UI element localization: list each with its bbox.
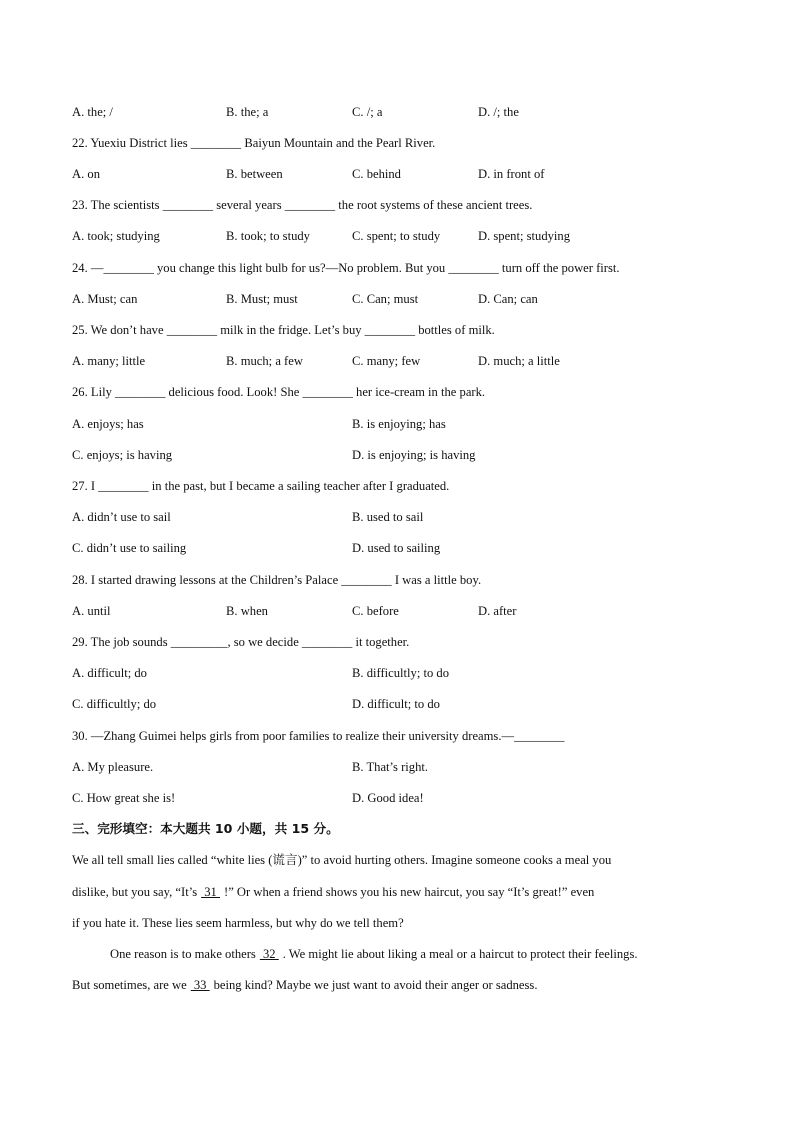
passage-line-2-start: dislike, but you say, “It’s [72,885,198,899]
passage-line-1: We all tell small lies called “white lies (谎言)” to avoid hurting others. Imagine someone cooks a meal you [72,853,612,867]
q22-stem: 22. Yuexiu District lies ________ Baiyun Mountain and the Pearl River. [72,136,436,150]
q23-option-d: D. spent; studying [478,229,571,243]
q28-option-d: D. after [478,604,517,618]
q21-option-b: B. the; a [226,105,269,119]
q30-option-b: B. That’s right. [352,760,429,774]
q24-option-b: B. Must; must [226,292,298,306]
q29-stem: 29. The job sounds _________, so we decide ________ it together. [72,635,410,649]
q26-option-b: B. is enjoying; has [352,417,446,431]
q29-option-c: C. difficultly; do [72,697,157,711]
q26-stem: 26. Lily ________ delicious food. Look! She ________ her ice-cream in the park. [72,385,486,399]
q25-stem: 25. We don’t have ________ milk in the fridge. Let’s buy ________ bottles of milk. [72,323,495,337]
q26-option-a: A. enjoys; has [72,417,144,431]
q27-option-d: D. used to sailing [352,541,441,555]
q30-option-a: A. My pleasure. [72,760,154,774]
blank-31: 31 [201,885,220,899]
q23-option-b: B. took; to study [226,229,310,243]
q25-option-d: D. much; a little [478,354,560,368]
q21-option-d: D. /; the [478,105,519,119]
q24-option-a: A. Must; can [72,292,138,306]
q28-option-a: A. until [72,604,111,618]
q22-option-b: B. between [226,167,283,181]
passage-line-5-start: But sometimes, are we [72,978,187,992]
q27-option-a: A. didn’t use to sail [72,510,171,524]
q21-option-a: A. the; / [72,105,113,119]
q22-option-c: C. behind [352,167,401,181]
passage-line-5-end: being kind? Maybe we just want to avoid their anger or sadness. [213,978,538,992]
q22-option-a: A. on [72,167,100,181]
q28-stem: 28. I started drawing lessons at the Children’s Palace ________ I was a little boy. [72,573,482,587]
blank-32: 32 [259,947,279,961]
q21-option-c: C. /; a [352,105,383,119]
q26-option-d: D. is enjoying; is having [352,448,476,462]
q30-stem: 30. —Zhang Guimei helps girls from poor families to realize their university dreams.—________ [72,729,565,743]
passage-line-4 [110,946,638,962]
passage-line-3: if you hate it. These lies seem harmless, but why do we tell them? [72,916,404,930]
q24-option-c: C. Can; must [352,292,419,306]
q28-option-b: B. when [226,604,268,618]
q27-option-c: C. didn’t use to sailing [72,541,187,555]
q28-option-c: C. before [352,604,399,618]
q24-stem: 24. —________ you change this light bulb for us?—No problem. But you ________ turn off the power first. [72,261,620,275]
passage-line-4-start: One reason is to make others [110,947,256,961]
q30-option-d: D. Good idea! [352,791,424,805]
q30-option-c: C. How great she is! [72,791,176,805]
q24-option-d: D. Can; can [478,292,538,306]
q25-option-c: C. many; few [352,354,421,368]
section-3-heading: 三、完形填空：本大题共 10 小题，共 15 分。 [72,821,339,836]
q23-option-a: A. took; studying [72,229,160,243]
passage-line-2-end: !” Or when a friend shows you his new haircut, you say “It’s great!” even [224,885,595,899]
q27-stem: 27. I ________ in the past, but I became a sailing teacher after I graduated. [72,479,450,493]
q27-option-b: B. used to sail [352,510,424,524]
q22-option-d: D. in front of [478,167,545,181]
q29-option-b: B. difficultly; to do [352,666,450,680]
q29-option-d: D. difficult; to do [352,697,440,711]
passage-line-2 [72,884,594,900]
q26-option-c: C. enjoys; is having [72,448,173,462]
q23-stem: 23. The scientists ________ several years ________ the root systems of these ancient trees. [72,198,533,212]
passage-line-4-end: . We might lie about liking a meal or a haircut to protect their feelings. [282,947,638,961]
q25-option-a: A. many; little [72,354,146,368]
q23-option-c: C. spent; to study [352,229,441,243]
q29-option-a: A. difficult; do [72,666,147,680]
q25-option-b: B. much; a few [226,354,303,368]
passage-line-5 [72,977,537,993]
blank-33: 33 [190,978,210,992]
